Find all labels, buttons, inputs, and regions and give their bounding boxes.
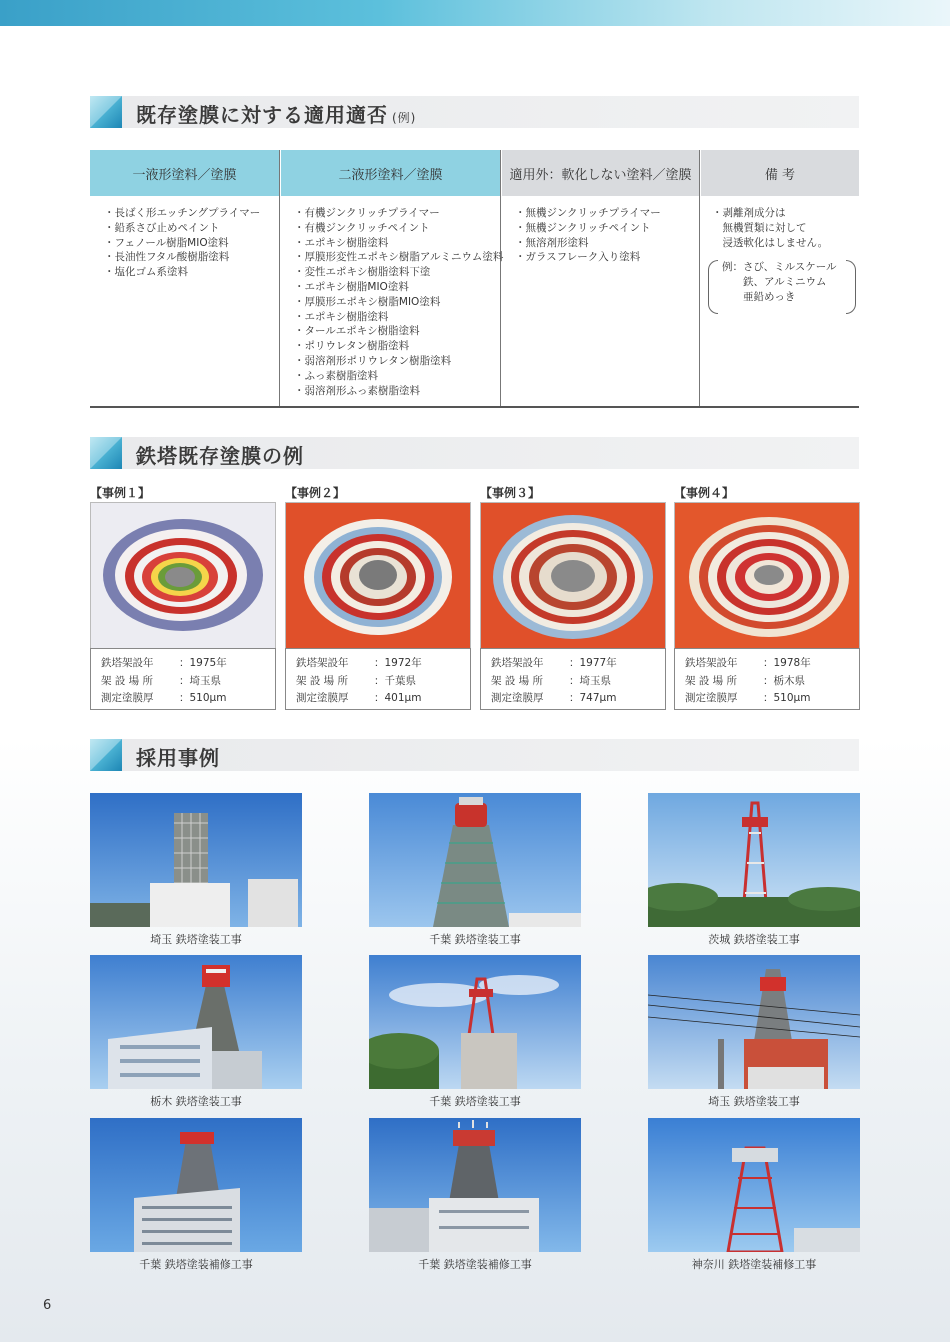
- remark-example-box: [712, 260, 842, 314]
- case-study-3: [480, 484, 666, 710]
- adoption-case-8: [369, 1118, 581, 1272]
- list-item: ・無機ジンクリッチプライマー: [515, 207, 661, 219]
- info-key: 架 設 場 所: [685, 674, 738, 687]
- tower-photo: [648, 1118, 860, 1252]
- adoption-caption: 埼玉 鉄塔塗装工事: [708, 1095, 800, 1108]
- adoption-case-9: [648, 1118, 860, 1272]
- list-item: ・フェノール樹脂MIO塗料: [104, 236, 229, 249]
- info-value: ：埼玉県: [179, 674, 221, 687]
- section-title: 既存塗膜に対する適用適否 (例): [136, 103, 417, 127]
- info-key: 測定塗膜厚: [296, 692, 349, 704]
- case-label: 【事例４】: [674, 486, 735, 500]
- adoption-caption: 千葉 鉄塔塗装補修工事: [139, 1258, 253, 1271]
- info-key: 鉄塔架設年: [685, 657, 738, 669]
- table-header: 備 考: [700, 150, 859, 196]
- table-cell-list: [501, 196, 699, 265]
- info-value: ：1972年: [374, 657, 422, 669]
- tower-photo: [90, 1118, 302, 1252]
- page-number: 6: [43, 1298, 52, 1313]
- list-item: ・長油性フタル酸樹脂塗料: [104, 251, 230, 264]
- table-header: 一液形塗料／塗膜: [90, 150, 279, 196]
- adoption-case-6: [648, 955, 860, 1109]
- coating-cross-section-photo: [674, 502, 860, 648]
- info-value: ：401μm: [374, 692, 422, 704]
- case-label: 【事例１】: [90, 486, 151, 500]
- list-item: ・弱溶剤形ふっ素樹脂塗料: [294, 384, 420, 397]
- list-item: ・無溶剤形塗料: [515, 236, 589, 249]
- table-column-not-applicable: [501, 150, 700, 406]
- list-item: ・エポキシ樹脂塗料: [294, 310, 389, 323]
- info-key: 鉄塔架設年: [491, 657, 544, 669]
- tower-photo: [648, 955, 860, 1089]
- adoption-caption: 千葉 鉄塔塗装補修工事: [418, 1258, 532, 1271]
- info-value: ：1977年: [569, 657, 617, 669]
- list-item: ・タールエポキシ樹脂塗料: [294, 325, 420, 338]
- info-key: 架 設 場 所: [296, 674, 349, 687]
- list-item: ・塩化ゴム系塗料: [104, 266, 188, 279]
- case-info: [285, 648, 471, 710]
- adoption-case-1: [90, 793, 302, 947]
- info-value: ：1978年: [763, 657, 811, 669]
- list-item: ・変性エポキシ樹脂塗料下塗: [294, 266, 431, 279]
- remark-line: 無機質類に対して: [712, 221, 807, 234]
- tower-photo: [369, 1118, 581, 1252]
- list-item: ・ポリウレタン樹脂塗料: [294, 340, 410, 353]
- adoption-case-3: [648, 793, 860, 947]
- paren-left: [708, 260, 718, 314]
- info-value: ：1975年: [179, 657, 227, 669]
- suitability-table: [90, 150, 859, 408]
- adoption-case-7: [90, 1118, 302, 1272]
- section-marker-icon: [90, 739, 122, 771]
- info-key: 鉄塔架設年: [101, 657, 154, 669]
- case-info: [90, 648, 276, 710]
- tower-photo: [90, 793, 302, 927]
- table-header: 二液形塗料／塗膜: [280, 150, 500, 196]
- info-value: ：栃木県: [763, 674, 805, 687]
- case-info: [674, 648, 860, 710]
- list-item: ・有機ジンクリッチペイント: [294, 221, 430, 234]
- section-marker-icon: [90, 96, 122, 128]
- table-cell-list: [90, 196, 279, 280]
- adoption-case-4: [90, 955, 302, 1109]
- tower-photo: [369, 793, 581, 927]
- tower-photo: [90, 955, 302, 1089]
- case-label: 【事例３】: [480, 486, 541, 500]
- info-value: ：747μm: [569, 692, 617, 704]
- section-header-suitability: [90, 96, 859, 128]
- paren-right: [846, 260, 856, 314]
- adoption-caption: 千葉 鉄塔塗装工事: [429, 933, 521, 946]
- info-value: ：510μm: [179, 692, 227, 704]
- remark-line: 浸透軟化はしません。: [712, 236, 829, 249]
- adoption-caption: 神奈川 鉄塔塗装補修工事: [691, 1258, 817, 1271]
- list-item: ・弱溶剤形ポリウレタン樹脂塗料: [294, 354, 452, 367]
- example-line: 鉄、アルミニウム: [722, 276, 827, 289]
- info-key: 測定塗膜厚: [685, 692, 738, 704]
- example-lines: [722, 260, 837, 305]
- section-title: 採用事例: [136, 746, 220, 770]
- list-item: ・ふっ素樹脂塗料: [294, 369, 378, 382]
- tower-photo: [648, 793, 860, 927]
- list-item: ・ガラスフレーク入り塗料: [515, 251, 641, 264]
- table-cell-list: [700, 196, 859, 314]
- section-header-adoption: [90, 739, 859, 771]
- coating-cross-section-photo: [480, 502, 666, 648]
- coating-cross-section-photo: [90, 502, 276, 648]
- section-header-tower-coatings: [90, 437, 859, 469]
- adoption-caption: 栃木 鉄塔塗装工事: [150, 1095, 242, 1108]
- adoption-case-5: [369, 955, 581, 1109]
- list-item: ・厚膜形エポキシ樹脂MIO塗料: [294, 295, 441, 308]
- remark-line: ・剥離剤成分は: [712, 207, 786, 219]
- table-header: 適用外：軟化しない塗料／塗膜: [501, 150, 699, 196]
- table-column-remarks: [700, 150, 859, 406]
- info-key: 測定塗膜厚: [101, 692, 154, 704]
- list-item: ・エポキシ樹脂塗料: [294, 236, 389, 249]
- case-study-2: [285, 484, 471, 710]
- list-item: ・厚膜形変性エポキシ樹脂アルミニウム塗料: [294, 251, 504, 264]
- case-info: [480, 648, 666, 710]
- top-banner: [0, 0, 950, 26]
- section-marker-icon: [90, 437, 122, 469]
- case-study-1: [90, 484, 276, 710]
- adoption-caption: 茨城 鉄塔塗装工事: [708, 933, 800, 946]
- case-study-4: [674, 484, 860, 710]
- adoption-caption: 千葉 鉄塔塗装工事: [429, 1095, 521, 1108]
- list-item: ・エポキシ樹脂MIO塗料: [294, 280, 409, 293]
- list-item: ・鉛系さび止めペイント: [104, 221, 220, 234]
- example-line: 例：さび、ミルスケール: [722, 261, 837, 274]
- list-item: ・有機ジンクリッチプライマー: [294, 207, 440, 219]
- info-value: ：千葉県: [374, 674, 416, 687]
- info-key: 架 設 場 所: [101, 674, 154, 687]
- info-key: 架 設 場 所: [491, 674, 544, 687]
- info-value: ：510μm: [763, 692, 811, 704]
- adoption-case-2: [369, 793, 581, 947]
- table-cell-list: [280, 196, 504, 398]
- info-key: 測定塗膜厚: [491, 692, 544, 704]
- table-column-two-component: [280, 150, 504, 406]
- info-key: 鉄塔架設年: [296, 657, 349, 669]
- example-line: 亜鉛めっき: [722, 291, 796, 304]
- tower-photo: [369, 955, 581, 1089]
- info-value: ：埼玉県: [569, 674, 611, 687]
- section-title-suffix: (例): [392, 111, 417, 125]
- case-label: 【事例２】: [285, 486, 346, 500]
- table-column-one-component: [90, 150, 280, 406]
- section-title: 鉄塔既存塗膜の例: [136, 444, 304, 468]
- list-item: ・無機ジンクリッチペイント: [515, 221, 651, 234]
- coating-cross-section-photo: [285, 502, 471, 648]
- adoption-caption: 埼玉 鉄塔塗装工事: [150, 933, 242, 946]
- list-item: ・長ばく形エッチングプライマー: [104, 207, 261, 219]
